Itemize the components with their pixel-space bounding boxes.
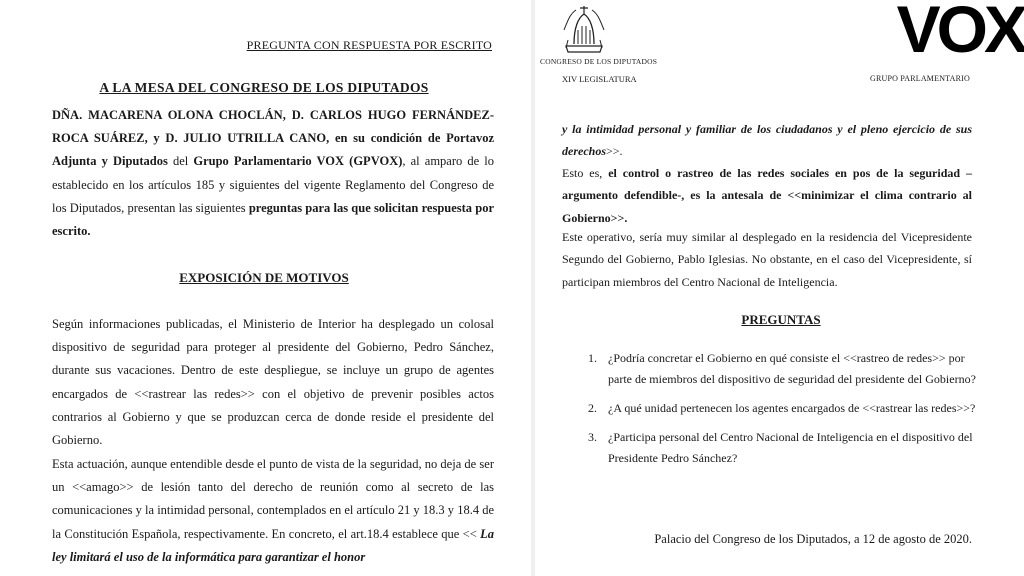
document-page-right bbox=[538, 0, 1024, 576]
motivos-paragraph-3-lead: Esto es, bbox=[562, 166, 609, 180]
continued-quote-paragraph bbox=[562, 118, 972, 163]
motivos-paragraph-4: Este operativo, sería muy similar al desplegado en la residencia del Vicepresidente Segundo del Gobierno, Pablo Iglesias. No obstante, en el caso del Vicepresidente, sí participan miembros del Centro Nacional de Inteligencia. bbox=[562, 230, 972, 289]
page-divider bbox=[531, 0, 535, 576]
intro-body: , al amparo de lo establecido en los artículos 185 y siguientes del vigente Reglamento del Congreso de los Diputados, presentan las siguientes bbox=[52, 154, 494, 215]
question-number: 1. bbox=[588, 351, 597, 365]
question-item bbox=[588, 348, 978, 390]
constitution-quote-continued: y la intimidad personal y familiar de los ciudadanos y el pleno ejercicio de sus derechos bbox=[562, 122, 972, 159]
grupo-parlamentario-label: GRUPO PARLAMENTARIO bbox=[870, 74, 970, 83]
quote-close: >>. bbox=[606, 144, 623, 159]
role-text: en su condición de Portavoz Adjunta y Diputados bbox=[52, 131, 495, 169]
exposicion-heading: EXPOSICIÓN DE MOTIVOS bbox=[179, 270, 349, 285]
legislatura-label: XIV LEGISLATURA bbox=[562, 74, 637, 84]
signature-date-line: Palacio del Congreso de los Diputados, a 12 de agosto de 2020. bbox=[654, 532, 972, 546]
motivos-paragraph-2 bbox=[52, 453, 494, 569]
motivos-paragraph-3 bbox=[562, 162, 972, 229]
motivos-paragraph-2-text: Esta actuación, aunque entendible desde el punto de vista de la seguridad, no deja de ser un <<amago>> de lesión tanto del derecho de reunión como al secreto de las comunicaciones y la intimidad personal, contemplados en el artículo 21 y 18.3 y 18.4 de la Constitución Española, respectivamente. En concreto, el art.18.4 establece que << bbox=[52, 457, 494, 541]
question-number: 3. bbox=[588, 430, 597, 444]
intro-connector: del bbox=[167, 154, 194, 169]
intro-paragraph bbox=[52, 104, 494, 243]
addressee-heading: A LA MESA DEL CONGRESO DE LOS DIPUTADOS bbox=[99, 80, 429, 95]
question-text: ¿Participa personal del Centro Nacional de Inteligencia en el dispositivo del Presidente Pedro Sánchez? bbox=[608, 430, 973, 465]
deputy-names: DÑA. MACARENA OLONA CHOCLÁN, D. CARLOS HUGO FERNÁNDEZ-ROCA SUÁREZ, y D. JULIO UTRILLA CANO, bbox=[52, 108, 494, 146]
question-item bbox=[588, 398, 978, 419]
congreso-emblem-icon bbox=[560, 0, 608, 56]
vox-logo: VOX bbox=[896, 0, 1024, 66]
question-text: ¿A qué unidad pertenecen los agentes encargados de <<rastrear las redes>>? bbox=[608, 401, 976, 415]
question-item bbox=[588, 427, 978, 469]
question-text: ¿Podría concretar el Gobierno en qué consiste el <<rastreo de redes>> por parte de miembros del dispositivo de seguridad del presidente del Gobierno? bbox=[608, 351, 976, 386]
constitution-quote: La ley limitará el uso de la informática para garantizar el honor bbox=[52, 526, 494, 564]
motivos-paragraph-1: Según informaciones publicadas, el Ministerio de Interior ha desplegado un colosal dispositivo de seguridad para proteger al presidente del Gobierno, Pedro Sánchez, durante sus vacaciones. Dentro de este despliegue, se incluye un grupo de agentes encargados de <<rastrear las redes>> con el objetivo de prevenir posibles actos contrarios al Gobierno y que se produzcan cerca de donde reside el presidente del Gobierno. bbox=[52, 317, 494, 448]
intro-request: preguntas para las que solicitan respuesta por escrito. bbox=[52, 200, 494, 239]
document-type-heading: PREGUNTA CON RESPUESTA POR ESCRITO bbox=[246, 38, 492, 52]
congreso-label: CONGRESO DE LOS DIPUTADOS bbox=[540, 57, 658, 66]
motivos-paragraph-3-bold: el control o rastreo de las redes sociales en pos de la seguridad – argumento defendible-, es la antesala de <<minimizar el clima contrario al Gobierno>>. bbox=[562, 166, 972, 225]
preguntas-heading: PREGUNTAS bbox=[741, 312, 821, 327]
questions-list bbox=[588, 348, 978, 477]
group-name: Grupo Parlamentario VOX (GPVOX) bbox=[193, 154, 403, 169]
question-number: 2. bbox=[588, 401, 597, 415]
